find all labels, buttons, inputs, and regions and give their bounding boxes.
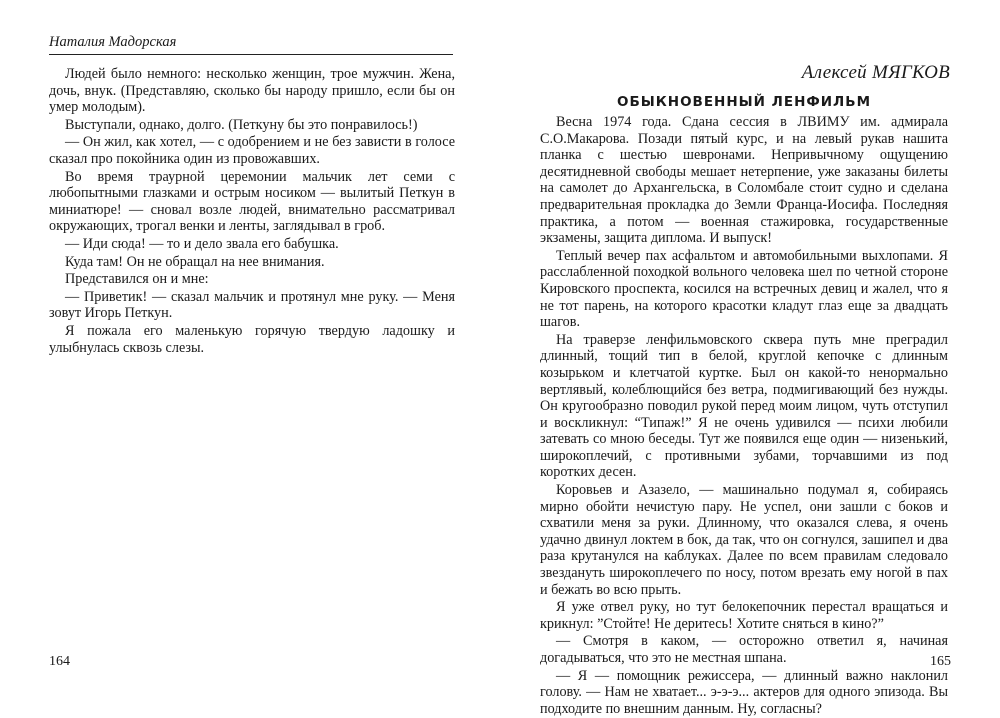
paragraph: Выступали, однако, долго. (Петкуну бы это понравилось!) [65,116,418,133]
paragraph: — Я — помощник режиссера, — длинный важно наклонил голову. — Нам не хватает... э-э-э... актеров для одного эпизода. Вы подходите по внешним данным. Ну, согласны? [540,667,948,717]
paragraph: Я пожала его маленькую горячую твердую ладошку и улыбнулась сквозь слезы. [49,322,455,356]
paragraph: — Он жил, как хотел, — с одобрением и не без зависти в голосе сказал про покойника один из провожавших. [49,134,455,167]
paragraph: Теплый вечер пах асфальтом и автомобильными выхлопами. Я расслабленной походкой вольного человека шел по четной стороне Кировского проспекта, косился на встречных девиц и жалел, что я не тот парень, на которого красотки кладут глаз еще за двадцать шагов. [540,247,948,331]
author-name: Алексей МЯГКОВ [801,62,950,83]
right-page [500,0,1000,717]
running-head: Наталия Мадорская [49,34,453,55]
right-text-column [540,114,948,718]
left-page [0,0,500,707]
paragraph: Представился он и мне: [65,271,209,288]
paragraph: Во время траурной церемонии мальчик лет семи с любопытными глазками и острым носиком — вылитый Петкун в миниатюре! — сновал возле людей, внимательно рассматривал окружающих, трогал венки и ленты, заглядывал в гроб. [49,168,455,235]
page-number-right: 165 [930,654,951,669]
left-text-column [49,66,455,357]
paragraph: — Иди сюда! — то и дело звала его бабушка. [65,235,339,252]
paragraph: Куда там! Он не обращал на нее внимания. [65,253,325,270]
paragraph: Я уже отвел руку, но тут белокепочник перестал вращаться и крикнул: ”Стойте! Не деритесь! Хотите сняться в кино?” [540,599,948,632]
paragraph: На траверзе ленфильмовского сквера путь мне преградил длинный, тощий тип в белой, круглой кепочке с длинным козырьком и клетчатой куртке. Был он какой-то ненормально вертлявый, колеблющийся без ветра, подмигивающий без нужды. Он кругообразно поводил рукой перед моим лицом, чуть отступил и воскликнул: “Типаж!” Я не очень удивился — психи любили затевать со мною беседы. Тут же появился еще один — низенький, широкоплечий, с противными зубами, торчавшими из под коротких десен. [540,331,948,481]
paragraph: — Смотря в каком, — осторожно ответил я, начиная догадываться, что это не местная шпана. [540,633,948,666]
page-number-left: 164 [49,654,70,669]
story-title: ОБЫКНОВЕННЫЙ ЛЕНФИЛЬМ [616,94,871,110]
paragraph: Весна 1974 года. Сдана сессия в ЛВИМУ им. адмирала С.О.Макарова. Позади пятый курс, и на левый рукав нашита планка с шестью шевронами. Непривычному ощущению десятидневной свободы мешает нетерпение, уже заказаны билеты на самолет до Архангельска, в Соломбале стоит судно и сделана предварительная прокладка до Земли Франца-Иосифа. Последняя практика, а потом — военная стажировка, государственные экзамены, защита диплома. И выпуск! [540,114,948,247]
paragraph: Людей было немного: несколько женщин, трое мужчин. Жена, дочь, внук. (Представляю, сколько бы народу пришло, если бы он умер молодым). [49,66,455,116]
paragraph: — Приветик! — сказал мальчик и протянул мне руку. — Меня зовут Игорь Петкун. [49,288,455,322]
paragraph: Коровьев и Азазело, — машинально подумал я, собираясь мирно обойти нечистую пару. Не успел, они зашли с боков и схватили меня за руки. Длинному, что оказался слева, я очень удачно двинул локтем в бок, да так, что он согнулся, зашипел и два раза крутанулся на каблуках. Далее по всем правилам следовало звездануть широкоплечего по носу, потом врезать ему ногой в пах и бежать во всю прыть. [540,482,948,598]
